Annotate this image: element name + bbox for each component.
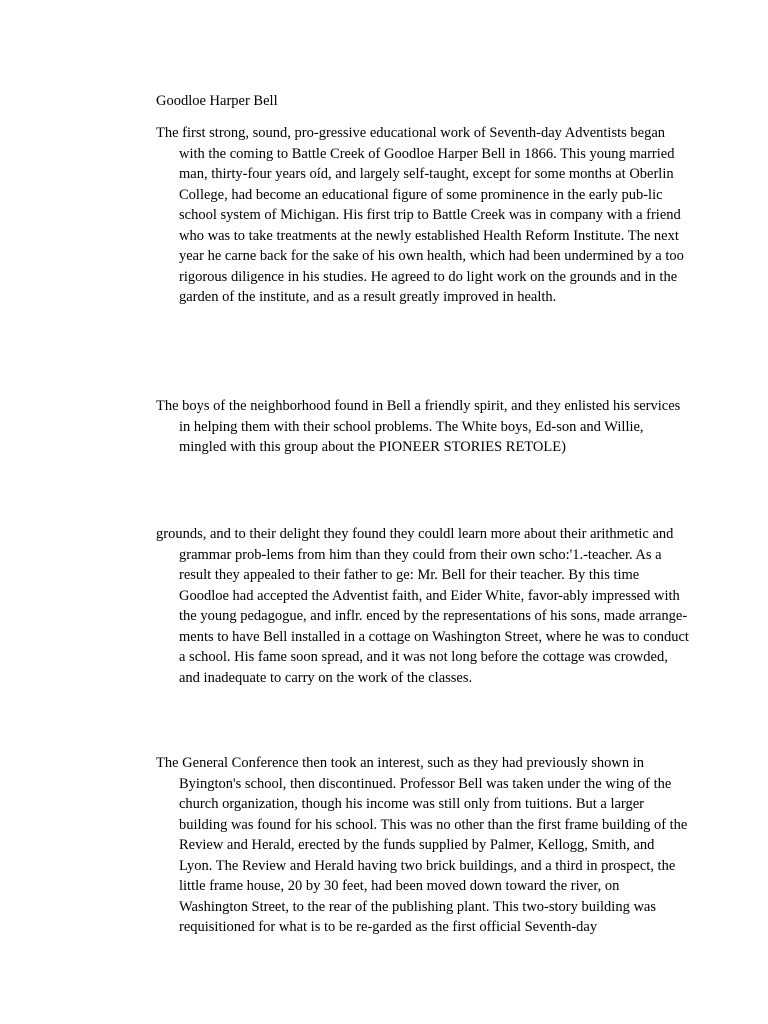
paragraph-4: The General Conference then took an interest, such as they had previously shown in Byington's school, then discontinued. Professor Bell was taken under the wing of the church organization, though his income was still only from tuitions. But a larger building was found for his school. This was no other than the first frame building of the Review and Herald, erected by the funds supplied by Palmer, Kellogg, Smith, and Lyon. The Review and Herald having two brick buildings, and a third in prospect, the little frame house, 20 by 30 feet, had been moved down toward the river, on Washington Street, to the rear of the publishing plant. This two-story building was requisitioned for what is to be re-garded as the first official Seventh-day [156, 755, 688, 935]
paragraph-3: grounds, and to their delight they found they couldl learn more about their arithmetic and grammar prob-lems from him than they could from their own scho:'1.-teacher. As a result they appealed to their father to ge: Mr. Bell for their teacher. By this time Goodloe had accepted the Adventist faith, and Eider White, favor-ably impressed with the young pedagogue, and inflr. enced by the representations of his sons, made arrange-ments to have Bell installed in a cottage on Washington Street, where he was to conduct a school. His fame soon spread, and it was not long before the cottage was crowded, and inadequate to carry on the work of the classes. [156, 526, 689, 686]
paragraph-2: The boys of the neighborhood found in Bell a friendly spirit, and they enlisted his services in helping them with their school problems. The White boys, Ed-son and Willie, mingled with this group about the PIONEER STORIES RETOLE) [156, 398, 681, 455]
paragraph-1: The first strong, sound, pro-gressive educational work of Seventh-day Adventists began with the coming to Battle Creek of Goodloe Harper Bell in 1866. This young married man, thirty-four years oíd, and largely self-taught, except for some months at Oberlin College, had become an educational figure of some prominence in the early pub-lic school system of Michigan. His first trip to Battle Creek was in company with a friend who was to take treatments at the newly established Health Reform Institute. The next year he carne back for the sake of his own health, which had been undermined by a too rigorous diligence in his studies. He agreed to do light work on the grounds and in the garden of the institute, and as a result greatly improved in health. [156, 125, 684, 305]
document-title: Goodloe Harper Bell [156, 93, 278, 109]
